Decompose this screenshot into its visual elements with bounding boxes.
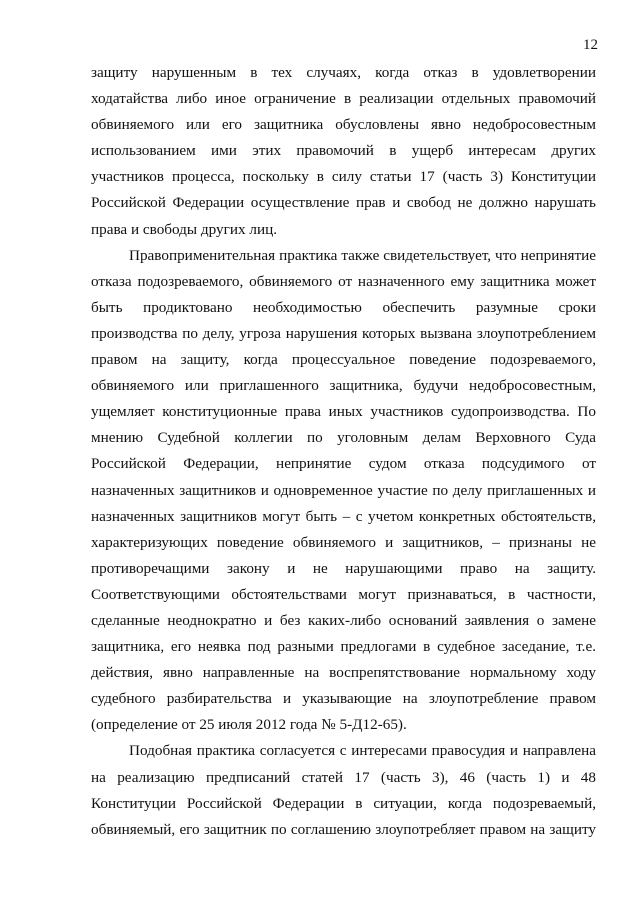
text-line: характеризующих поведение обвиняемого и защитников, – признаны не: [91, 533, 596, 551]
text-line: обвиняемого или приглашенного защитника, будучи недобросовестным,: [91, 377, 596, 395]
text-line: назначенных защитников и одновременное участие по делу приглашенных и: [91, 481, 596, 499]
text-line: ходатайства либо иное ограничение в реализации отдельных правомочий: [91, 90, 596, 108]
paragraph: [91, 738, 596, 842]
text-line: защиту нарушенным в тех случаях, когда отказ в удовлетворении: [91, 64, 596, 81]
paragraph: [91, 243, 596, 739]
text-line: сделанные неоднократно и без каких-либо оснований заявления о замене: [91, 611, 596, 629]
text-line: действия, явно направленные на воспрепятствование нормальному ходу: [91, 664, 596, 682]
text-line: назначенных защитников могут быть – с учетом конкретных обстоятельств,: [91, 507, 596, 525]
text-line: отказа подозреваемого, обвиняемого от назначенного ему защитника может: [91, 272, 596, 290]
document-body: [91, 60, 596, 843]
text-line: Конституции Российской Федерации в ситуации, когда подозреваемый,: [91, 794, 596, 812]
text-line: ущемляет конституционные права иных участников судопроизводства. По: [91, 403, 596, 421]
text-line: Правоприменительная практика также свидетельствует, что непринятие: [129, 246, 596, 264]
text-line: использованием ими этих правомочий в ущерб интересам других: [91, 142, 596, 160]
text-line: противоречащими закону и не нарушающими право на защиту.: [91, 559, 596, 577]
text-line: Российской Федерации осуществление прав и свобод не должно нарушать: [91, 194, 596, 212]
text-line: обвиняемый, его защитник по соглашению злоупотребляет правом на защиту: [91, 820, 596, 838]
text-line: (определение от 25 июля 2012 года № 5-Д12-65).: [91, 716, 407, 734]
text-line: права и свободы других лиц.: [91, 220, 278, 238]
text-line: быть продиктовано необходимостью обеспечить разумные сроки: [91, 298, 596, 316]
text-line: мнению Судебной коллегии по уголовным делам Верховного Суда: [91, 429, 596, 447]
text-line: правом на защиту, когда процессуальное поведение подозреваемого,: [91, 351, 596, 369]
text-line: судебного разбирательства и указывающие на злоупотребление правом: [91, 690, 596, 708]
text-line: участников процесса, поскольку в силу статьи 17 (часть 3) Конституции: [91, 168, 596, 186]
text-line: производства по делу, угроза нарушения которых вызвана злоупотреблением: [91, 324, 596, 342]
text-line: обвиняемого или его защитника обусловлены явно недобросовестным: [91, 116, 596, 134]
text-line: Подобная практика согласуется с интересами правосудия и направлена: [129, 742, 596, 760]
page-number: 12: [583, 37, 598, 53]
text-line: защитника, его неявка под разными предлогами в судебное заседание, т.е.: [91, 638, 596, 656]
paragraph: [91, 60, 596, 243]
text-line: Российской Федерации, непринятие судом отказа подсудимого от: [91, 455, 596, 473]
text-line: на реализацию предписаний статей 17 (часть 3), 46 (часть 1) и 48: [91, 768, 596, 786]
text-line: Соответствующими обстоятельствами могут признаваться, в частности,: [91, 585, 596, 603]
